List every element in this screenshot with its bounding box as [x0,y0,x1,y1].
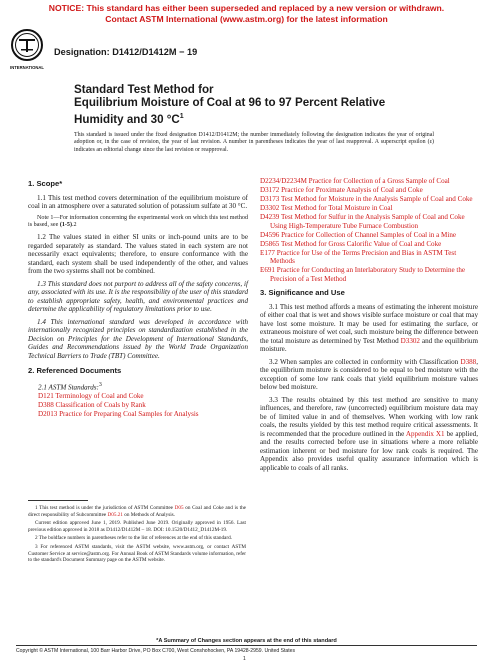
right-column [260,177,478,476]
footnotes [28,505,246,566]
ref-link-committee-d05[interactable]: D05 [174,505,184,511]
significance-3-3: 3.3 The results obtained by this test method are sensitive to many influences, and therefore, raw (uncorrected) equilibrium moisture data may be of limited value in and of themselves. When working with low rank coals, the results yielded by this test method require critical assessments. It is recommended that the procedure outlined in the Appendix X1 be applied, and the results corrected before use in situations where a more reliable estimation inherent or bed moisture for low rank coals is required. The Appendix also provides useful quality assurance information which is applicable to coals of all ranks. [260,395,478,472]
ref-item: D4596 Practice for Collection of Channel Samples of Coal in a Mine [260,230,457,239]
footnote-1-edition: Current edition approved June 1, 2019. Published June 2019. Originally approved in 1956. Last previous edition approved in 2018 as D1412/D1412M – 18. DOI: 10.1520/D1412_D1412M-19. [28,520,246,533]
ref-item: D3173 Test Method for Moisture in the Analysis Sample of Coal and Coke [260,195,473,203]
page-number: 1 [243,656,246,660]
withdrawn-notice [0,3,493,24]
ref-item: E691 Practice for Conducting an Interlaboratory Study to Determine the Precision of a Test Method [260,266,466,283]
referenced-documents-heading: 2. Referenced Documents [28,366,122,376]
footnote-1: 1 This test method is under the jurisdiction of ASTM Committee D05 on Coal and Coke and is the direct responsibility of Subcommittee D05.21 on Methods of Analysis. [28,505,246,518]
astm-standards-intro: 2.1 ASTM Standards: [38,383,99,392]
ref-link-subcommittee-d05-21[interactable]: D05.21 [107,511,123,518]
summary-of-changes-note: *A Summary of Changes section appears at the end of this standard [156,638,337,644]
footnote-3: 3 For referenced ASTM standards, visit the ASTM website, www.astm.org, or contact ASTM Customer Service at service@astm.org. For Annual Book of ASTM Standards volume information, refer to the standard's Document Summary page on the ASTM website. [28,543,246,564]
issuance-statement: This standard is issued under the fixed designation D1412/D1412M; the number immediately following the designation indicates the year of original adoption or, in the case of revision, the year of last revision. A number in parentheses indicates the year of last reapproval. A superscript epsilon (ε) indicates an editorial change since the last revision or reapproval. [74,132,434,153]
title-footnote-mark: 1 [179,112,184,120]
scope-1-3: 1.3 This standard does not purport to address all of the safety concerns, if any, associated with its use. It is the responsibility of the user of this standard to establish appropriate safety, health, and environmental practices and determine the applicability of regulatory limitations prior to use. [28,279,248,314]
ref-link-appendix-x1[interactable]: Appendix X1 [405,429,445,438]
title-line-2: Equilibrium Moisture of Coal at 96 to 97 Percent Relative [74,96,386,110]
referenced-documents-list-right [260,177,478,283]
ref-link-d3172[interactable]: D3172 [260,186,280,194]
footer-divider [16,645,477,646]
ref-item: D3172 Practice for Proximate Analysis of Coal and Coke [260,186,423,194]
left-column [28,180,248,424]
ref-item: D5865 Test Method for Gross Calorific Value of Coal and Coke [260,239,442,248]
copyright: Copyright © ASTM International, 100 Barr Harbor Drive, PO Box C700, West Conshohocken, PA 19428-2959. United States [16,648,296,654]
ref-link-d388[interactable]: D388 [38,401,54,410]
footnote-2: 2 The boldface numbers in parentheses refer to the list of references at the end of this standard. [35,535,232,542]
scope-heading: 1. Scope* [28,179,63,188]
scope-1-2: 1.2 The values stated in either SI units or inch-pound units are to be regarded separately as standard. The values stated in each system are not necessarily exact equivalents; therefore, to ensure conformance with the standard, each system shall be used independently of the other, and values from the two systems shall not be combined. [28,233,248,276]
ref-link-d5865[interactable]: D5865 [260,239,280,248]
ref-item: D4239 Test Method for Sulfur in the Analysis Sample of Coal and Coke Using High-Temperature Tube Furnace Combustion [260,213,465,230]
significance-3-1: 3.1 This test method affords a means of estimating the inherent moisture of either coal that is wet and shows visible surface moisture or coal that may have lost some moisture. It may be used for estimating the surface, or extraneous moisture of wet coal, such moisture being the difference between the total moisture as determined by Test Method D3302 and the equilibrium moisture. [260,302,478,353]
document-title [74,83,434,126]
logo-caption: INTERNATIONAL [10,65,44,70]
ref-link-d4239[interactable]: D4239 [260,213,280,221]
notice-line-1: NOTICE: This standard has either been superseded and replaced by a new version or withdrawn. [48,3,445,13]
astm-logo-icon [10,28,44,72]
ref-link-d121[interactable]: D121 [38,392,54,401]
ref-link-d2013[interactable]: D2013 [38,410,58,419]
scope-1-1: 1.1 This test method covers determination of the equilibrium moisture of coal in an atmosphere over a saturated solution of potassium sulfate at 30 °C. [28,193,248,210]
ref-item: E177 Practice for Use of the Terms Precision and Bias in ASTM Test Methods [260,248,457,265]
ref-item: D121 Terminology of Coal and Coke [38,392,144,401]
note-1: Note 1—For information concerning the experimental work on which this test method is based, see (1-5).2 [28,214,248,228]
significance-heading: 3. Significance and Use [260,288,345,297]
significance-3-2: 3.2 When samples are collected in conformity with Classification D388, the equilibrium moisture is considered to be equal to bed moisture with the exception of some low rank coals that yield equilibrium moisture values below bed moisture. [260,357,478,391]
title-line-1: Standard Test Method for [74,83,214,96]
ref-link-d4596[interactable]: D4596 [260,230,280,239]
ref-item: D3302 Test Method for Total Moisture in Coal [260,204,393,212]
referenced-documents-list-left: 2.1 ASTM Standards:$^3$ D121 Terminology of Coal and Coke D388 Classification of Coals by Rank D2013 Practice for Preparing Coal Samples for Analysis [28,381,248,419]
ref-link-d3302[interactable]: D3302 [260,204,280,212]
ref-link-e691[interactable]: E691 [260,266,275,274]
ref-link-d3173[interactable]: D3173 [260,195,280,203]
ref-item: D388 Classification of Coals by Rank [38,401,146,410]
notice-line-2: Contact ASTM International (www.astm.org) for the latest information [105,13,388,24]
designation: Designation: D1412/D1412M − 19 [54,47,198,57]
ref-link-d3302-inline[interactable]: D3302 [400,336,420,345]
ref-item: D2013 Practice for Preparing Coal Samples for Analysis [38,410,199,419]
footnote-divider [28,500,88,501]
ref-link-d2234[interactable]: D2234/D2234M [260,177,307,185]
scope-1-4: 1.4 This international standard was developed in accordance with internationally recognized principles on standardization established in the Decision on Principles for the Development of International Standards, Guides and Recommendations issued by the World Trade Organization Technical Barriers to Trade (TBT) Committee. [28,317,248,360]
ref-item: D2234/D2234M Practice for Collection of a Gross Sample of Coal [260,177,450,185]
ref-link-d388-inline[interactable]: D388 [460,357,477,366]
note-1-ref: (1-5) [59,221,73,228]
ref-link-e177[interactable]: E177 [260,248,275,257]
title-line-3: Humidity and 30 °C [74,112,180,126]
